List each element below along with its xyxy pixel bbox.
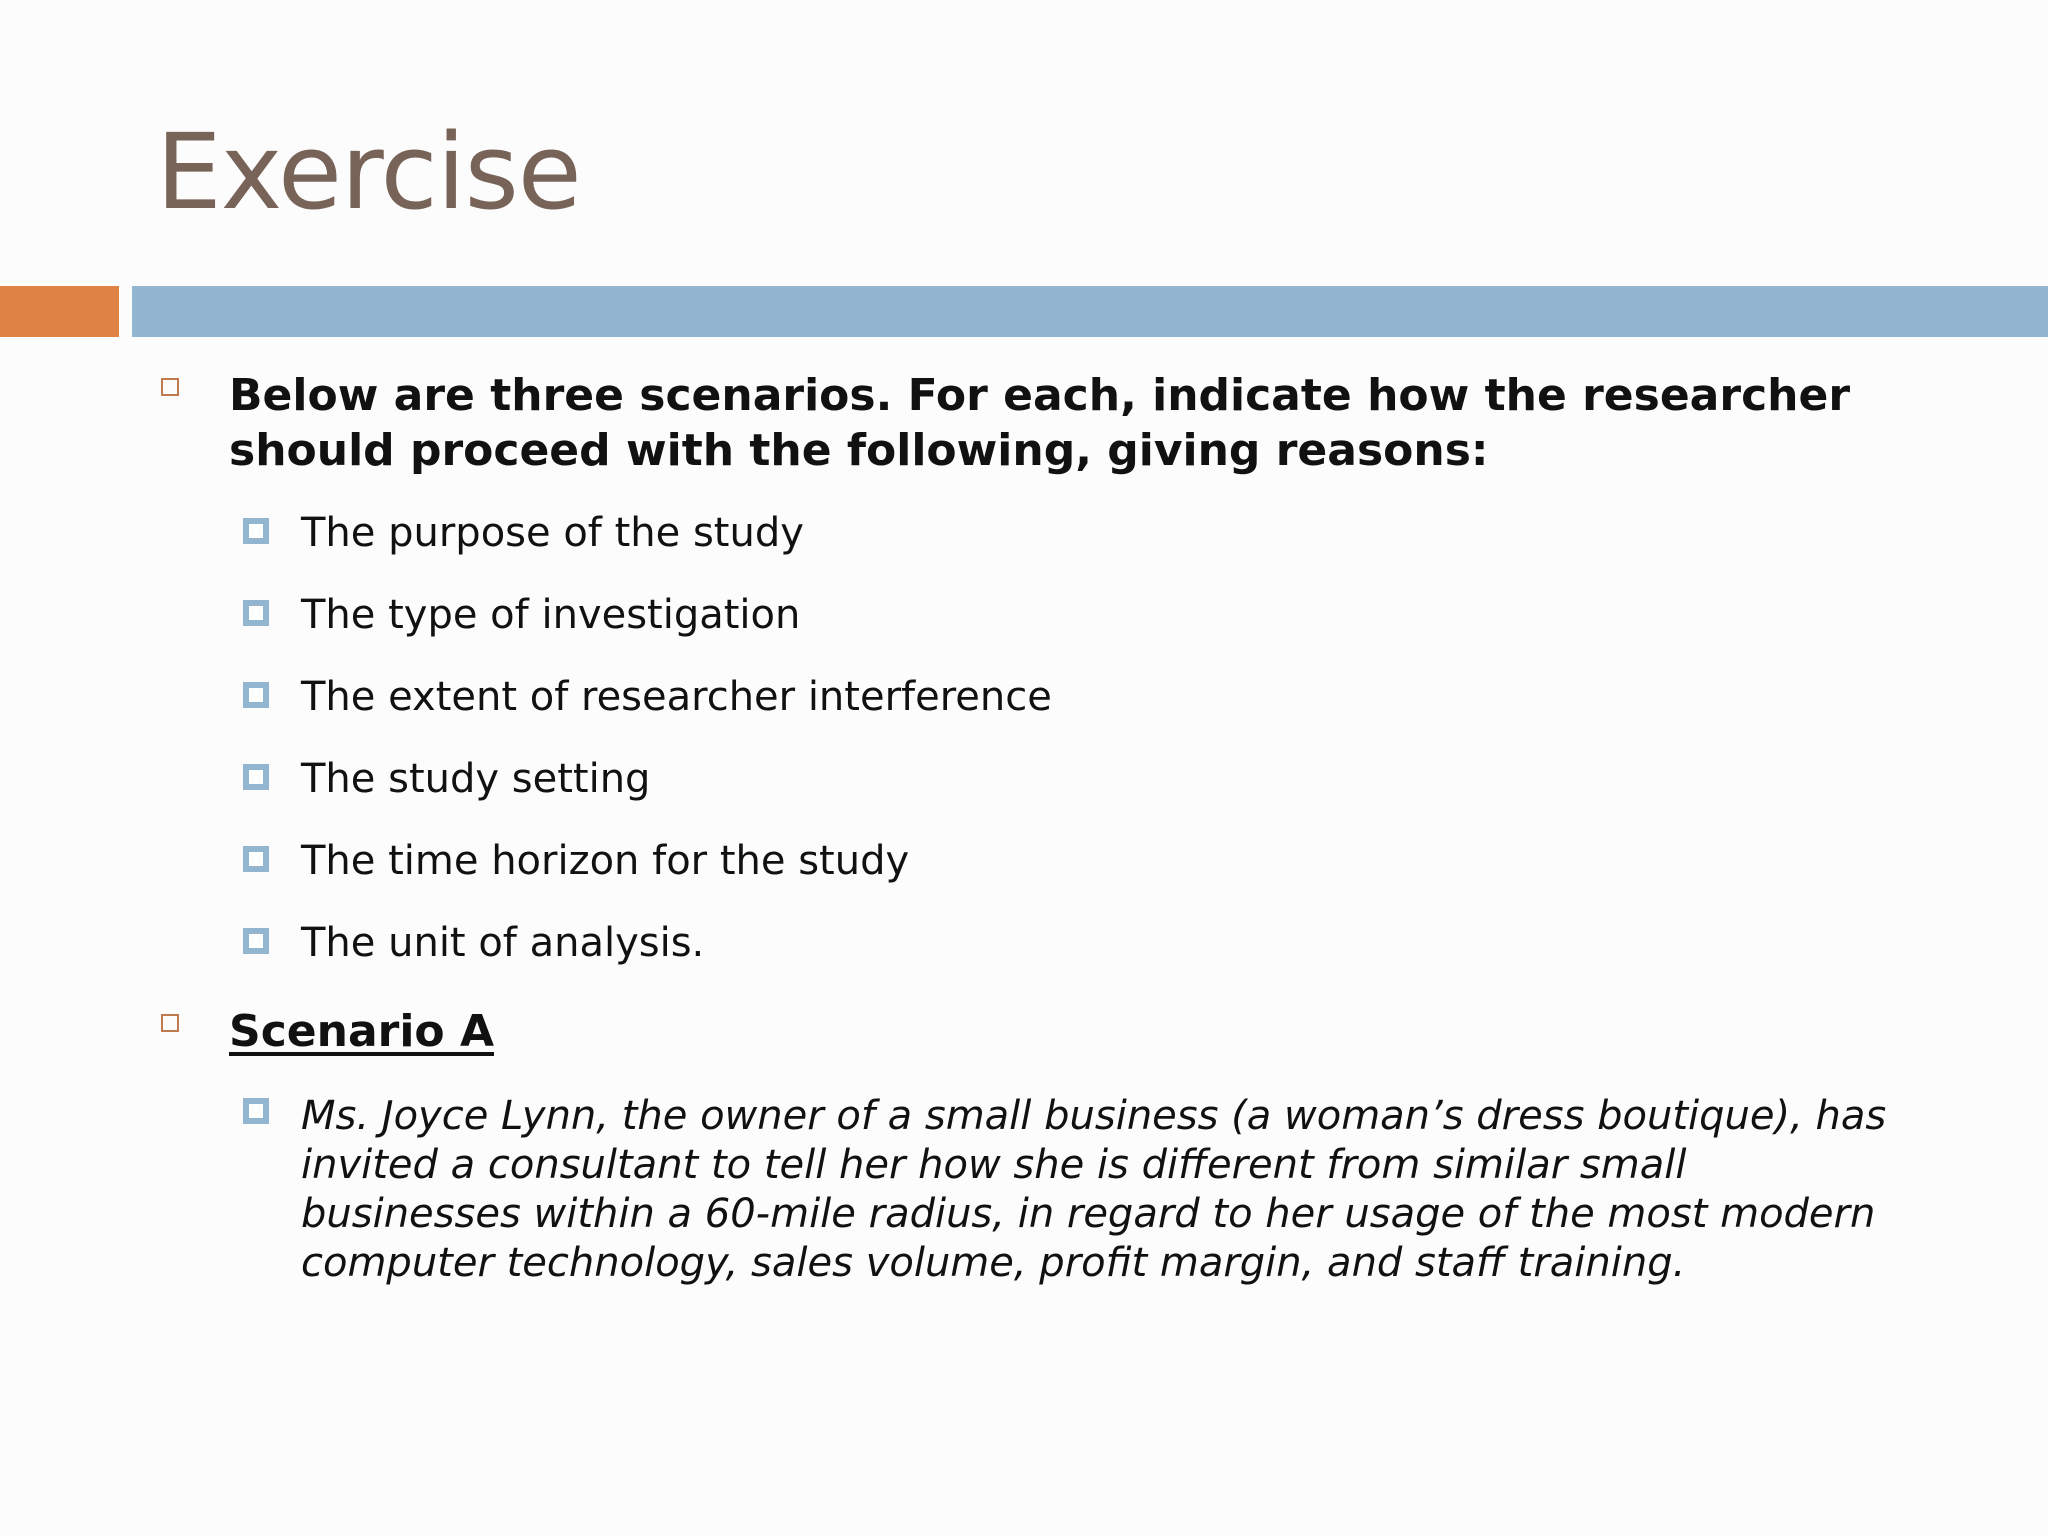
square-bullet-icon	[243, 928, 269, 954]
list-item	[301, 672, 1901, 722]
list-item-text: The unit of analysis.	[301, 920, 705, 966]
title-accent-bar-blue	[132, 286, 2048, 337]
square-bullet-icon	[243, 846, 269, 872]
list-item	[301, 590, 1901, 640]
square-bullet-icon	[243, 600, 269, 626]
list-item	[301, 754, 1901, 804]
list-item-text: The purpose of the study	[301, 510, 804, 556]
list-item	[301, 836, 1901, 886]
list-item-text: The study setting	[301, 756, 651, 802]
list-item	[301, 918, 1901, 968]
scenario-heading	[229, 1004, 1949, 1059]
hollow-square-bullet-icon	[161, 378, 179, 396]
scenario-description-text: Ms. Joyce Lynn, the owner of a small business (a woman’s dress boutique), has invited a consultant to tell her how she is different from similar small businesses within a 60-mile radius, in regard to her usage of the most modern computer technology, sales volume, profit margin, and staff training.	[301, 1093, 1887, 1286]
intro-text: Below are three scenarios. For each, indicate how the researcher should proceed with the following, giving reasons:	[229, 370, 1851, 476]
hollow-square-bullet-icon	[161, 1014, 179, 1032]
list-item-text: The time horizon for the study	[301, 838, 910, 884]
list-item	[301, 508, 1901, 558]
square-bullet-icon	[243, 518, 269, 544]
scenario-heading-text: Scenario A	[229, 1006, 495, 1057]
square-bullet-icon	[243, 764, 269, 790]
title-accent-bar-orange	[0, 286, 119, 337]
scenario-description	[301, 1092, 1901, 1288]
slide-title: Exercise	[156, 111, 581, 233]
list-item-text: The type of investigation	[301, 592, 801, 638]
list-item-text: The extent of researcher interference	[301, 674, 1052, 720]
square-bullet-icon	[243, 682, 269, 708]
square-bullet-icon	[243, 1098, 269, 1124]
intro-bullet	[229, 368, 1949, 478]
